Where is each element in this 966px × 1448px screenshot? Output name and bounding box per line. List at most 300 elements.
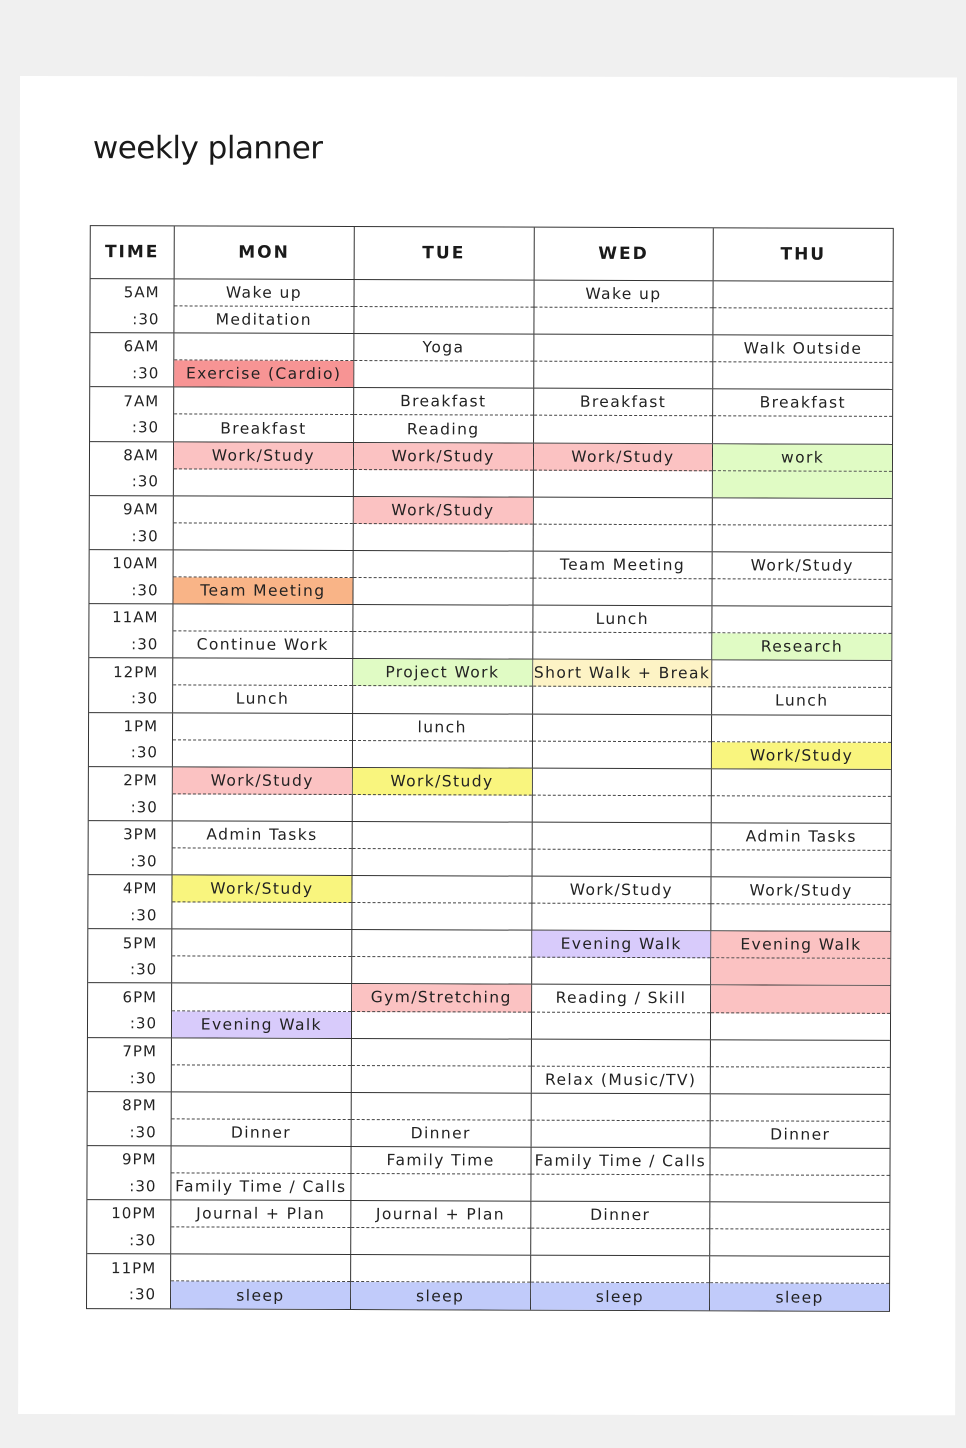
half-hour-slot[interactable]: Research xyxy=(713,633,892,660)
hour-slot[interactable]: Breakfast xyxy=(534,389,713,417)
day-cell-wed[interactable] xyxy=(533,660,713,714)
day-cell-wed[interactable] xyxy=(532,768,712,822)
half-hour-slot[interactable] xyxy=(352,903,531,930)
hour-slot[interactable]: Yoga xyxy=(354,334,533,362)
half-hour-slot[interactable] xyxy=(352,849,531,876)
half-hour-slot[interactable] xyxy=(532,904,711,931)
day-cell-wed[interactable] xyxy=(534,281,714,335)
half-hour-slot[interactable] xyxy=(533,470,712,497)
day-cell-tue[interactable] xyxy=(352,768,532,822)
hour-slot[interactable]: Lunch xyxy=(533,606,712,634)
half-hour-label: :30 xyxy=(129,1014,158,1033)
hour-label: 1PM xyxy=(123,717,159,736)
day-cell-mon[interactable] xyxy=(174,496,354,550)
day-cell-tue[interactable] xyxy=(354,280,534,334)
day-cell-mon[interactable] xyxy=(173,605,353,659)
half-hour-slot[interactable]: sleep xyxy=(351,1282,530,1309)
hour-slot[interactable] xyxy=(171,1255,350,1283)
day-cell-tue[interactable] xyxy=(353,714,533,768)
hour-slot[interactable] xyxy=(532,823,711,851)
half-hour-label: :30 xyxy=(131,526,159,545)
day-cell-wed[interactable] xyxy=(533,443,713,497)
time-cell xyxy=(89,821,173,874)
hour-slot[interactable] xyxy=(351,1093,530,1121)
day-cell-thu[interactable] xyxy=(710,1257,889,1311)
half-hour-slot[interactable] xyxy=(354,307,533,334)
hour-slot[interactable] xyxy=(352,1039,531,1067)
half-hour-slot[interactable] xyxy=(172,903,351,930)
day-cell-mon[interactable] xyxy=(173,659,353,713)
half-hour-slot[interactable] xyxy=(354,470,533,497)
hour-slot[interactable] xyxy=(353,551,532,579)
time-cell xyxy=(87,1146,171,1199)
half-hour-slot[interactable]: Work/Study xyxy=(712,742,891,769)
hour-slot[interactable]: Dinner xyxy=(531,1202,710,1230)
time-cell xyxy=(87,1200,171,1253)
half-hour-label: :30 xyxy=(130,906,158,925)
half-hour-slot[interactable]: Breakfast xyxy=(220,419,307,438)
day-cell-wed[interactable] xyxy=(533,497,713,551)
hour-slot[interactable] xyxy=(352,822,531,850)
day-cell-thu[interactable] xyxy=(713,606,892,660)
day-cell-tue[interactable] xyxy=(351,1093,531,1147)
hour-label: 10AM xyxy=(112,554,159,573)
day-cell-tue[interactable] xyxy=(353,659,533,713)
hour-label: 5AM xyxy=(123,283,160,302)
half-hour-slot[interactable] xyxy=(532,741,711,768)
half-hour-slot[interactable]: Lunch xyxy=(775,691,829,711)
header-row xyxy=(91,226,893,282)
half-hour-slot[interactable] xyxy=(173,740,352,767)
hour-slot[interactable]: Admin Tasks xyxy=(712,823,891,851)
header-time: TIME xyxy=(91,226,175,278)
time-cell xyxy=(88,1038,172,1091)
table-row xyxy=(89,767,891,824)
day-cell-tue[interactable] xyxy=(354,388,534,442)
hour-label: 11AM xyxy=(112,608,159,627)
time-cell xyxy=(88,929,172,982)
day-cell-thu[interactable] xyxy=(710,1202,889,1256)
day-cell-tue[interactable] xyxy=(353,551,533,605)
hour-slot[interactable]: Work/Study xyxy=(174,442,353,470)
half-hour-slot[interactable]: Dinner xyxy=(410,1124,471,1143)
hour-slot[interactable]: Work/Study xyxy=(353,768,532,796)
day-cell-mon[interactable] xyxy=(173,821,353,875)
day-cell-mon[interactable] xyxy=(171,1255,351,1309)
hour-slot[interactable]: Work/Study xyxy=(173,767,352,795)
table-row xyxy=(90,496,892,553)
half-hour-slot[interactable] xyxy=(711,1013,890,1040)
hour-label: 8PM xyxy=(122,1096,157,1115)
hour-slot[interactable] xyxy=(173,605,352,633)
hour-slot[interactable]: Work/Study xyxy=(713,552,892,580)
half-hour-slot[interactable] xyxy=(353,741,532,768)
hour-label: 3PM xyxy=(123,825,158,844)
half-hour-slot[interactable] xyxy=(531,1121,710,1148)
half-hour-slot[interactable] xyxy=(531,1175,710,1202)
half-hour-slot[interactable]: Relax (Music/TV) xyxy=(544,1070,697,1089)
hour-slot[interactable] xyxy=(711,1040,890,1068)
hour-slot[interactable] xyxy=(712,715,891,743)
half-hour-label: :30 xyxy=(130,797,158,816)
hour-slot[interactable] xyxy=(711,1148,890,1176)
half-hour-label: :30 xyxy=(129,1177,157,1196)
day-cell-wed[interactable] xyxy=(534,335,714,389)
half-hour-slot[interactable]: Exercise (Cardio) xyxy=(174,361,353,388)
half-hour-slot[interactable] xyxy=(533,579,712,606)
hour-slot[interactable] xyxy=(174,550,353,578)
hour-slot[interactable] xyxy=(173,713,352,741)
hour-slot[interactable] xyxy=(354,280,533,308)
half-hour-slot[interactable] xyxy=(534,308,713,335)
day-cell-wed[interactable] xyxy=(531,1148,711,1202)
day-cell-mon[interactable] xyxy=(171,1146,351,1200)
half-hour-slot[interactable] xyxy=(172,957,351,984)
half-hour-slot[interactable] xyxy=(352,957,531,984)
day-cell-wed[interactable] xyxy=(533,606,713,660)
hour-slot[interactable] xyxy=(711,1094,890,1122)
hour-slot[interactable] xyxy=(531,1039,710,1067)
table-row xyxy=(88,929,890,986)
day-cell-wed[interactable] xyxy=(531,985,711,1039)
half-hour-slot[interactable]: Meditation xyxy=(215,310,313,330)
hour-slot[interactable]: Wake up xyxy=(175,279,354,307)
half-hour-slot[interactable] xyxy=(171,1228,350,1255)
time-cell xyxy=(89,658,173,711)
half-hour-label: :30 xyxy=(131,635,159,654)
half-hour-slot[interactable] xyxy=(172,1065,351,1092)
time-cell xyxy=(88,875,172,928)
half-hour-slot[interactable]: Team Meeting xyxy=(173,577,352,604)
half-hour-slot[interactable]: Lunch xyxy=(235,690,290,709)
half-hour-slot[interactable] xyxy=(173,848,352,875)
table-row xyxy=(90,333,892,390)
half-hour-slot[interactable]: Dinner xyxy=(770,1125,831,1144)
day-cell-mon[interactable] xyxy=(174,442,354,496)
hour-slot[interactable]: Family Time xyxy=(351,1147,530,1175)
table-row xyxy=(89,550,891,607)
hour-slot[interactable] xyxy=(172,1092,351,1120)
hour-slot[interactable]: Admin Tasks xyxy=(173,821,352,849)
half-hour-label: :30 xyxy=(131,581,159,600)
hour-slot[interactable] xyxy=(173,659,352,687)
half-hour-slot[interactable] xyxy=(531,1012,710,1039)
half-hour-label: :30 xyxy=(129,1231,157,1250)
hour-slot[interactable]: Evening Walk xyxy=(532,931,711,959)
hour-slot[interactable] xyxy=(711,986,890,1014)
header-wed: WED xyxy=(534,228,714,281)
hour-slot[interactable]: lunch xyxy=(353,714,532,742)
hour-slot[interactable]: Work/Study xyxy=(354,443,533,471)
time-cell xyxy=(90,333,174,386)
hour-label: 9PM xyxy=(121,1150,157,1169)
hour-slot[interactable] xyxy=(711,1202,890,1230)
day-cell-wed[interactable] xyxy=(532,714,712,768)
hour-slot[interactable]: Team Meeting xyxy=(533,552,712,580)
hour-slot[interactable]: Breakfast xyxy=(354,388,533,416)
hour-slot[interactable] xyxy=(533,497,712,525)
day-cell-tue[interactable] xyxy=(353,497,533,551)
half-hour-slot[interactable]: sleep xyxy=(710,1284,889,1311)
half-hour-slot[interactable] xyxy=(531,1229,710,1256)
hour-slot[interactable]: Breakfast xyxy=(713,390,892,418)
hour-slot[interactable] xyxy=(713,606,892,634)
hour-slot[interactable] xyxy=(714,281,893,309)
table-row xyxy=(87,1146,889,1203)
half-hour-slot[interactable]: Reading xyxy=(406,419,480,438)
half-hour-slot[interactable] xyxy=(713,525,892,552)
day-cell-wed[interactable] xyxy=(534,389,714,443)
day-cell-mon[interactable] xyxy=(172,875,352,929)
table-row xyxy=(89,821,891,878)
hour-label: 4PM xyxy=(122,879,158,898)
day-cell-tue[interactable] xyxy=(354,334,534,388)
day-cell-thu[interactable] xyxy=(711,986,890,1040)
half-hour-slot[interactable] xyxy=(352,795,531,822)
table-row xyxy=(89,604,891,661)
half-hour-slot[interactable] xyxy=(173,794,352,821)
day-cell-mon[interactable] xyxy=(171,1201,351,1255)
day-cell-thu[interactable] xyxy=(713,335,892,389)
time-cell xyxy=(89,604,173,657)
half-hour-slot[interactable]: sleep xyxy=(171,1282,350,1309)
half-hour-slot[interactable] xyxy=(712,850,891,877)
hour-slot[interactable]: Wake up xyxy=(534,281,713,309)
hour-slot[interactable] xyxy=(353,605,532,633)
half-hour-label: :30 xyxy=(130,852,158,871)
time-cell xyxy=(87,1254,171,1307)
half-hour-slot[interactable] xyxy=(534,416,713,443)
hour-slot[interactable] xyxy=(172,984,351,1012)
day-cell-tue[interactable] xyxy=(352,984,532,1038)
day-cell-thu[interactable] xyxy=(712,715,891,769)
day-cell-tue[interactable] xyxy=(351,1201,531,1255)
hour-slot[interactable]: Work/Study xyxy=(532,877,711,905)
half-hour-slot[interactable]: Family Time / Calls xyxy=(175,1177,347,1197)
hour-slot[interactable]: Short Walk + Break xyxy=(533,660,712,688)
time-cell xyxy=(89,550,173,603)
hour-label: 6AM xyxy=(123,337,160,356)
time-cell xyxy=(88,984,172,1037)
half-hour-slot[interactable] xyxy=(713,471,892,498)
day-cell-tue[interactable] xyxy=(351,1147,531,1201)
half-hour-slot[interactable] xyxy=(713,579,892,606)
day-cell-thu[interactable] xyxy=(711,1040,890,1094)
day-cell-thu[interactable] xyxy=(712,661,891,715)
half-hour-slot[interactable] xyxy=(534,362,713,389)
half-hour-slot[interactable] xyxy=(354,361,533,388)
half-hour-slot[interactable] xyxy=(533,633,712,660)
time-cell xyxy=(89,767,173,820)
hour-slot[interactable] xyxy=(172,1038,351,1066)
day-cell-wed[interactable] xyxy=(533,552,713,606)
half-hour-slot[interactable] xyxy=(712,796,891,823)
half-hour-slot[interactable] xyxy=(352,1066,531,1093)
hour-slot[interactable]: work xyxy=(713,444,892,472)
half-hour-slot[interactable] xyxy=(711,1175,890,1202)
day-cell-mon[interactable] xyxy=(173,713,353,767)
half-hour-slot[interactable] xyxy=(713,417,892,444)
day-cell-mon[interactable] xyxy=(172,1092,352,1146)
day-cell-wed[interactable] xyxy=(531,1256,711,1310)
half-hour-slot[interactable] xyxy=(353,632,532,659)
day-cell-tue[interactable] xyxy=(352,930,532,984)
hour-label: 11PM xyxy=(111,1258,157,1278)
day-cell-thu[interactable] xyxy=(711,1094,890,1148)
half-hour-slot[interactable] xyxy=(714,308,893,335)
day-cell-tue[interactable] xyxy=(354,443,534,497)
hour-slot[interactable]: Work/Study xyxy=(712,877,891,905)
time-cell xyxy=(89,713,173,766)
day-cell-mon[interactable] xyxy=(172,930,352,984)
page-title: weekly planner xyxy=(92,130,323,167)
half-hour-slot[interactable]: Continue Work xyxy=(196,635,329,655)
half-hour-slot[interactable] xyxy=(351,1228,530,1255)
day-cell-mon[interactable] xyxy=(174,279,354,333)
day-cell-wed[interactable] xyxy=(532,877,712,931)
hour-slot[interactable] xyxy=(710,1257,889,1285)
hour-slot[interactable]: Work/Study xyxy=(172,875,351,903)
half-hour-label: :30 xyxy=(130,689,159,708)
day-cell-thu[interactable] xyxy=(712,877,891,931)
day-cell-thu[interactable] xyxy=(711,932,890,986)
half-hour-slot[interactable] xyxy=(174,469,353,496)
hour-slot[interactable] xyxy=(172,930,351,958)
time-cell xyxy=(90,279,174,332)
day-cell-wed[interactable] xyxy=(531,1202,711,1256)
day-cell-thu[interactable] xyxy=(713,552,892,606)
hour-slot[interactable]: Gym/Stretching xyxy=(352,984,531,1012)
day-cell-thu[interactable] xyxy=(714,281,893,335)
hour-slot[interactable] xyxy=(712,769,891,797)
hour-slot[interactable]: Evening Walk xyxy=(711,932,890,960)
day-cell-mon[interactable] xyxy=(174,334,354,388)
hour-slot[interactable] xyxy=(174,496,353,524)
hour-slot[interactable] xyxy=(531,1093,710,1121)
half-hour-slot[interactable] xyxy=(711,959,890,986)
hour-slot[interactable]: Journal + Plan xyxy=(351,1201,530,1229)
half-hour-slot[interactable] xyxy=(353,524,532,551)
half-hour-slot[interactable] xyxy=(532,795,711,822)
header-thu: THU xyxy=(780,244,827,265)
hour-slot[interactable] xyxy=(351,1255,530,1283)
half-hour-slot[interactable] xyxy=(174,523,353,550)
day-cell-thu[interactable] xyxy=(712,769,891,823)
day-cell-tue[interactable] xyxy=(353,605,533,659)
hour-slot[interactable] xyxy=(352,876,531,904)
half-hour-slot[interactable]: Evening Walk xyxy=(172,1011,351,1038)
time-cell xyxy=(90,496,174,549)
time-cell xyxy=(90,387,174,440)
hour-label: 2PM xyxy=(123,771,158,790)
hour-slot[interactable] xyxy=(532,714,711,742)
hour-label: 6PM xyxy=(122,987,158,1007)
table-row xyxy=(89,658,891,715)
half-hour-slot[interactable] xyxy=(353,578,532,605)
day-cell-mon[interactable] xyxy=(173,550,353,604)
half-hour-slot[interactable] xyxy=(710,1230,889,1257)
half-hour-slot[interactable] xyxy=(713,363,892,390)
half-hour-slot[interactable] xyxy=(533,687,712,714)
half-hour-label: :30 xyxy=(132,364,160,383)
hour-slot[interactable] xyxy=(712,661,891,689)
table-row xyxy=(87,1254,889,1310)
day-cell-wed[interactable] xyxy=(532,931,712,985)
half-hour-slot[interactable]: Dinner xyxy=(230,1123,292,1142)
hour-slot[interactable]: Work/Study xyxy=(533,443,712,471)
hour-slot[interactable] xyxy=(531,1256,710,1284)
hour-slot[interactable]: Family Time / Calls xyxy=(531,1148,710,1176)
hour-slot[interactable]: Reading / Skill xyxy=(532,985,711,1013)
hour-slot[interactable] xyxy=(352,930,531,958)
day-cell-thu[interactable] xyxy=(712,823,891,877)
day-cell-mon[interactable] xyxy=(173,767,353,821)
half-hour-slot[interactable] xyxy=(533,524,712,551)
day-cell-thu[interactable] xyxy=(713,498,892,552)
day-cell-mon[interactable] xyxy=(174,388,354,442)
hour-slot[interactable]: Project Work xyxy=(353,659,532,687)
table-row xyxy=(90,387,892,444)
table-row xyxy=(90,442,892,499)
half-hour-slot[interactable] xyxy=(353,686,532,713)
half-hour-slot[interactable] xyxy=(351,1174,530,1201)
half-hour-label: :30 xyxy=(129,1122,157,1142)
day-cell-tue[interactable] xyxy=(352,1039,532,1093)
hour-slot[interactable]: Work/Study xyxy=(354,497,533,525)
half-hour-label: :30 xyxy=(131,472,159,491)
half-hour-label: :30 xyxy=(132,310,160,329)
day-cell-tue[interactable] xyxy=(352,876,532,930)
hour-slot[interactable] xyxy=(174,388,353,416)
half-hour-slot[interactable] xyxy=(352,1012,531,1039)
half-hour-slot[interactable] xyxy=(532,958,711,985)
day-cell-tue[interactable] xyxy=(351,1255,531,1309)
hour-slot[interactable] xyxy=(713,498,892,526)
table-row xyxy=(88,1038,890,1095)
table-body xyxy=(87,279,893,1310)
hour-slot[interactable] xyxy=(174,334,353,362)
table-row xyxy=(89,713,891,770)
hour-slot[interactable] xyxy=(534,335,713,363)
day-cell-thu[interactable] xyxy=(713,444,892,498)
table-row xyxy=(88,1092,890,1149)
hour-slot[interactable] xyxy=(171,1146,350,1174)
day-cell-wed[interactable] xyxy=(531,1039,711,1093)
table-row xyxy=(87,1200,889,1257)
half-hour-slot[interactable]: sleep xyxy=(531,1283,710,1310)
half-hour-label: :30 xyxy=(130,960,158,979)
half-hour-slot[interactable] xyxy=(532,850,711,877)
time-cell xyxy=(88,1092,172,1145)
table-row xyxy=(90,279,892,336)
hour-label: 7PM xyxy=(122,1042,157,1061)
day-cell-wed[interactable] xyxy=(531,1093,711,1147)
hour-slot[interactable] xyxy=(532,768,711,796)
hour-label: 5PM xyxy=(122,933,158,952)
half-hour-slot[interactable] xyxy=(711,1067,890,1094)
half-hour-label: :30 xyxy=(128,1285,157,1304)
day-cell-tue[interactable] xyxy=(352,822,532,876)
half-hour-label: :30 xyxy=(129,1068,157,1087)
day-cell-mon[interactable] xyxy=(172,1038,352,1092)
day-cell-wed[interactable] xyxy=(532,823,712,877)
half-hour-slot[interactable] xyxy=(712,904,891,931)
day-cell-mon[interactable] xyxy=(172,984,352,1038)
hour-slot[interactable]: Journal + Plan xyxy=(171,1201,350,1229)
hour-slot[interactable]: Walk Outside xyxy=(714,335,893,363)
day-cell-thu[interactable] xyxy=(711,1148,890,1202)
day-cell-thu[interactable] xyxy=(713,390,892,444)
